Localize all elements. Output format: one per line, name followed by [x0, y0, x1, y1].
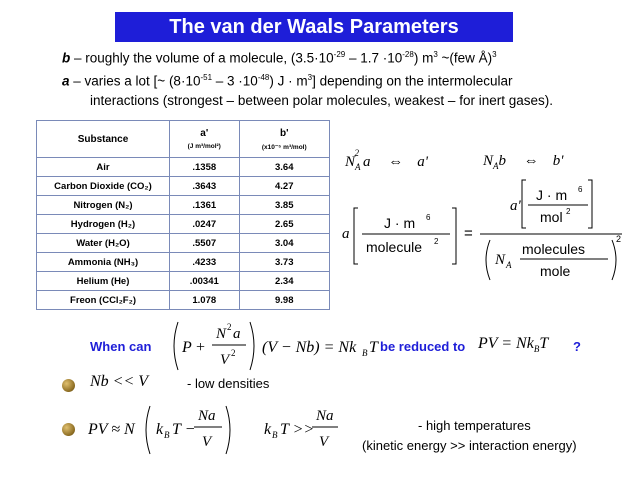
svg-text:2: 2 — [434, 237, 439, 246]
table-row — [37, 272, 330, 291]
svg-text:Na: Na — [316, 408, 334, 424]
cell-b: 9.98 — [239, 291, 330, 310]
question-mark: ? — [573, 339, 581, 354]
relation-b: $N_Ab$ ⇔ b' — [483, 152, 564, 171]
svg-text:6: 6 — [578, 185, 583, 194]
svg-text:a: a — [342, 226, 350, 242]
table-row — [37, 215, 330, 234]
header-b: b' (x10⁻⁵ m³/mol) — [239, 121, 330, 158]
when-can-label: When can — [90, 339, 152, 354]
svg-text:2: 2 — [566, 207, 571, 216]
cell-b: 2.34 — [239, 272, 330, 291]
svg-text:molecules: molecules — [522, 241, 586, 257]
svg-text:a: a — [233, 326, 241, 342]
svg-text:=: = — [464, 225, 473, 242]
svg-text:2: 2 — [231, 348, 236, 358]
cell-name: Air — [37, 158, 170, 177]
svg-text:B: B — [272, 430, 278, 440]
svg-text:k: k — [156, 421, 164, 438]
cell-a: .0247 — [170, 215, 240, 234]
svg-text:T: T — [369, 339, 378, 356]
svg-text:V: V — [202, 434, 212, 450]
header-a: a' (J m³/mol²) — [170, 121, 240, 158]
cell-name: Hydrogen (H₂) — [37, 215, 170, 234]
kinetic-energy-note: (kinetic energy >> interaction energy) — [362, 438, 577, 453]
svg-text:B: B — [164, 430, 170, 440]
svg-text:V: V — [220, 352, 230, 368]
svg-text:P: P — [182, 339, 192, 356]
svg-text:a': a' — [510, 198, 521, 214]
cell-name: Carbon Dioxide (CO₂) — [37, 177, 170, 196]
svg-text:molecule: molecule — [366, 239, 423, 255]
svg-text:J · m: J · m — [384, 215, 416, 231]
cell-b: 3.73 — [239, 253, 330, 272]
cell-b: 2.65 — [239, 215, 330, 234]
reduced-label: be reduced to — [380, 339, 466, 354]
svg-text:J · m: J · m — [536, 187, 568, 203]
svg-text:T >>: T >> — [280, 421, 315, 438]
vdw-table — [36, 120, 330, 310]
svg-text:+: + — [196, 339, 206, 356]
svg-text:Na: Na — [198, 408, 216, 424]
cell-a: .00341 — [170, 272, 240, 291]
cell-b: 3.04 — [239, 234, 330, 253]
cell-b: 3.64 — [239, 158, 330, 177]
b-definition: b – roughly the volume of a molecule, $(3.5\cdot 10^{-29} - 1.7 \cdot 10^{-28})$ $m^3$ ~(few Å)$^3$ — [62, 50, 497, 66]
high-temp-condition — [262, 400, 342, 458]
table-row — [37, 158, 330, 177]
table-row — [37, 234, 330, 253]
svg-text:mole: mole — [540, 263, 571, 279]
bullet-icon — [62, 423, 75, 436]
svg-text:PV ≈ N: PV ≈ N — [88, 421, 135, 438]
a-definition-cont: interactions (strongest – between polar molecules, weakest – for inert gases). — [90, 93, 553, 108]
high-temp-equation — [84, 400, 244, 458]
svg-text:2: 2 — [616, 234, 622, 244]
cell-a: .4233 — [170, 253, 240, 272]
bullet-icon — [62, 379, 75, 392]
svg-text:A: A — [506, 260, 512, 270]
cell-a: .5507 — [170, 234, 240, 253]
cell-a: .1361 — [170, 196, 240, 215]
table-row — [37, 177, 330, 196]
relation-a: $N_A^2a$ ⇔ a' — [345, 148, 428, 172]
cell-name: Freon (CCl₂F₂) — [37, 291, 170, 310]
cell-name: Water (H₂O) — [37, 234, 170, 253]
svg-text:N: N — [216, 326, 227, 342]
ideal-gas-equation: PV = $Nk_BT$ — [478, 335, 549, 355]
svg-text:T −: T − — [172, 421, 196, 438]
unit-equation — [340, 172, 630, 282]
cell-a: .1358 — [170, 158, 240, 177]
svg-text:2: 2 — [227, 322, 232, 332]
table-row — [37, 291, 330, 310]
cell-a: 1.078 — [170, 291, 240, 310]
a-definition: a – varies a lot [~ $(8\cdot 10^{-51} - 3 \cdot 10^{-48}) J \cdot m^3$] depending on the intermolecular — [62, 73, 513, 89]
table-row — [37, 196, 330, 215]
cell-b: 4.27 — [239, 177, 330, 196]
cell-name: Nitrogen (N₂) — [37, 196, 170, 215]
page-title: The van der Waals Parameters — [115, 12, 513, 42]
low-density-note: - low densities — [187, 376, 270, 391]
low-density-condition: Nb << V — [90, 373, 149, 390]
cell-a: .3643 — [170, 177, 240, 196]
svg-text:V: V — [319, 434, 329, 450]
svg-text:N: N — [495, 252, 506, 268]
cell-name: Ammonia (NH₃) — [37, 253, 170, 272]
vdw-equation — [170, 318, 380, 376]
svg-text:6: 6 — [426, 213, 431, 222]
cell-name: Helium (He) — [37, 272, 170, 291]
svg-text:B: B — [362, 348, 368, 358]
table-row — [37, 253, 330, 272]
svg-text:k: k — [264, 421, 272, 438]
svg-text:mol: mol — [540, 209, 563, 225]
table-header-row — [37, 121, 330, 158]
svg-text:(V − Nb) = Nk: (V − Nb) = Nk — [262, 339, 357, 356]
cell-b: 3.85 — [239, 196, 330, 215]
high-temp-note: - high temperatures — [418, 418, 531, 433]
header-substance: Substance — [37, 121, 170, 158]
